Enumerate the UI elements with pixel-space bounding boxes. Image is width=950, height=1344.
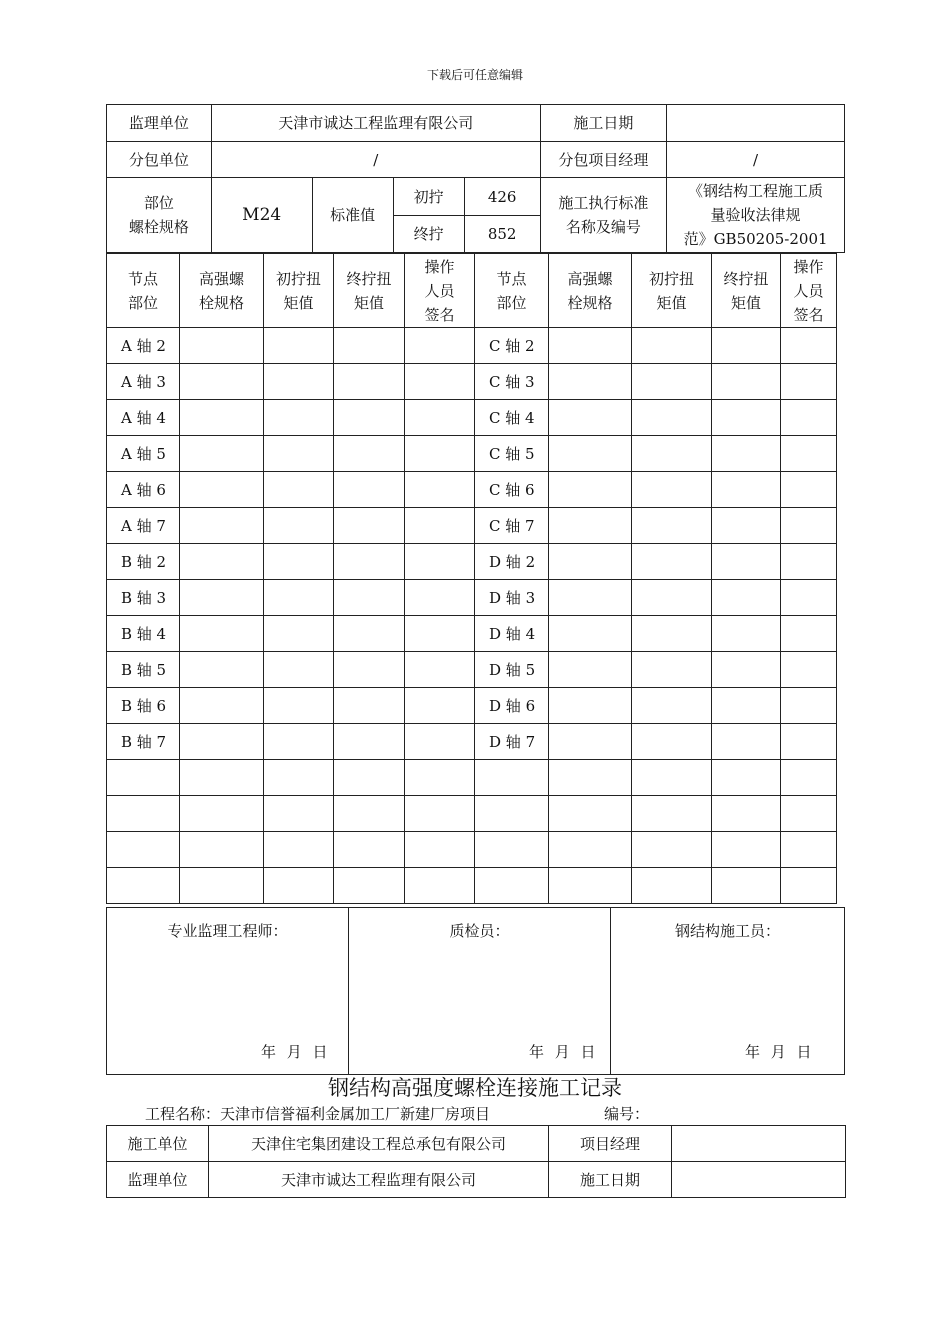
grid-cell bbox=[405, 796, 475, 832]
grid-cell bbox=[264, 832, 334, 868]
grid-cell bbox=[712, 868, 781, 904]
exec-standard-value bbox=[667, 178, 845, 253]
node-position-right bbox=[475, 832, 549, 868]
bottom-supervision-unit-label: 监理单位 bbox=[107, 1162, 209, 1198]
grid-cell bbox=[632, 436, 712, 472]
grid-cell bbox=[712, 832, 781, 868]
grid-cell bbox=[712, 724, 781, 760]
grid-cell bbox=[180, 436, 264, 472]
bolt-record-grid bbox=[106, 253, 837, 904]
node-position-left bbox=[107, 868, 180, 904]
table-row bbox=[107, 760, 837, 796]
grid-cell bbox=[405, 544, 475, 580]
grid-cell bbox=[264, 400, 334, 436]
table-row bbox=[107, 616, 837, 652]
inspector-signature-cell bbox=[349, 908, 611, 1074]
grid-cell bbox=[334, 796, 405, 832]
grid-cell bbox=[632, 364, 712, 400]
node-header-right: 节点 部位 bbox=[475, 254, 549, 328]
construction-unit-value: 天津住宅集团建设工程总承包有限公司 bbox=[209, 1126, 549, 1162]
grid-header-row bbox=[107, 254, 837, 328]
subcontract-manager-value: / bbox=[667, 142, 845, 178]
node-position-left: B 轴 2 bbox=[107, 544, 180, 580]
grid-cell bbox=[549, 328, 632, 364]
grid-cell bbox=[180, 616, 264, 652]
node-position-right: C 轴 6 bbox=[475, 472, 549, 508]
grid-cell bbox=[264, 328, 334, 364]
position-bolt-spec-label bbox=[107, 178, 212, 253]
grid-cell bbox=[180, 688, 264, 724]
node-position-right bbox=[475, 868, 549, 904]
grid-cell bbox=[180, 760, 264, 796]
grid-cell bbox=[781, 472, 837, 508]
grid-cell bbox=[264, 364, 334, 400]
node-position-left: B 轴 6 bbox=[107, 688, 180, 724]
node-position-right: C 轴 3 bbox=[475, 364, 549, 400]
initial-torque-header-left: 初拧扭 矩值 bbox=[264, 254, 334, 328]
node-position-left: B 轴 7 bbox=[107, 724, 180, 760]
document-title: 钢结构高强度螺栓连接施工记录 bbox=[328, 1076, 622, 1100]
grid-cell bbox=[180, 328, 264, 364]
grid-cell bbox=[549, 688, 632, 724]
grid-cell bbox=[180, 724, 264, 760]
bolt-spec-header-right: 高强螺 栓规格 bbox=[549, 254, 632, 328]
table-row bbox=[107, 868, 837, 904]
grid-cell bbox=[632, 328, 712, 364]
table-row bbox=[107, 400, 837, 436]
grid-cell bbox=[334, 868, 405, 904]
position-label: 部位 bbox=[143, 194, 174, 212]
grid-cell bbox=[180, 652, 264, 688]
grid-cell bbox=[264, 724, 334, 760]
grid-cell bbox=[405, 580, 475, 616]
node-position-left: A 轴 3 bbox=[107, 364, 180, 400]
grid-cell bbox=[781, 724, 837, 760]
grid-cell bbox=[549, 868, 632, 904]
node-position-left: A 轴 4 bbox=[107, 400, 180, 436]
grid-cell bbox=[334, 580, 405, 616]
grid-cell bbox=[549, 436, 632, 472]
grid-cell bbox=[781, 832, 837, 868]
grid-cell bbox=[405, 328, 475, 364]
grid-cell bbox=[712, 472, 781, 508]
grid-cell bbox=[549, 652, 632, 688]
steel-worker-signature-label: 钢结构施工员： bbox=[674, 922, 780, 940]
engineer-signature-cell bbox=[107, 908, 349, 1074]
final-tighten-value: 852 bbox=[464, 216, 540, 253]
bottom-supervision-unit-value: 天津市诚达工程监理有限公司 bbox=[209, 1162, 549, 1198]
grid-cell bbox=[405, 400, 475, 436]
grid-cell bbox=[781, 868, 837, 904]
grid-cell bbox=[180, 472, 264, 508]
grid-cell bbox=[264, 652, 334, 688]
grid-cell bbox=[781, 616, 837, 652]
grid-cell bbox=[180, 508, 264, 544]
initial-torque-header-right: 初拧扭 矩值 bbox=[632, 254, 712, 328]
grid-cell bbox=[712, 760, 781, 796]
initial-tighten-label: 初拧 bbox=[393, 178, 464, 216]
grid-cell bbox=[632, 544, 712, 580]
node-position-right: C 轴 4 bbox=[475, 400, 549, 436]
grid-cell bbox=[334, 508, 405, 544]
final-torque-header-left: 终拧扭 矩值 bbox=[334, 254, 405, 328]
grid-cell bbox=[549, 508, 632, 544]
grid-cell bbox=[264, 616, 334, 652]
grid-cell bbox=[712, 652, 781, 688]
grid-cell bbox=[712, 544, 781, 580]
exec-standard-label-line1: 施工执行标准 bbox=[558, 194, 649, 212]
grid-cell bbox=[549, 400, 632, 436]
project-manager-label: 项目经理 bbox=[549, 1126, 672, 1162]
grid-cell bbox=[712, 364, 781, 400]
node-position-right: C 轴 5 bbox=[475, 436, 549, 472]
grid-cell bbox=[712, 616, 781, 652]
grid-cell bbox=[264, 508, 334, 544]
grid-cell bbox=[632, 688, 712, 724]
node-position-left: A 轴 6 bbox=[107, 472, 180, 508]
grid-cell bbox=[405, 832, 475, 868]
grid-cell bbox=[712, 796, 781, 832]
grid-cell bbox=[549, 580, 632, 616]
grid-cell bbox=[334, 616, 405, 652]
grid-cell bbox=[405, 472, 475, 508]
node-position-right: C 轴 7 bbox=[475, 508, 549, 544]
node-position-right: D 轴 5 bbox=[475, 652, 549, 688]
node-position-left: B 轴 3 bbox=[107, 580, 180, 616]
node-position-left bbox=[107, 796, 180, 832]
construction-unit-label: 施工单位 bbox=[107, 1126, 209, 1162]
node-position-left: A 轴 7 bbox=[107, 508, 180, 544]
grid-cell bbox=[712, 508, 781, 544]
table-row bbox=[107, 508, 837, 544]
grid-cell bbox=[632, 400, 712, 436]
grid-cell bbox=[264, 796, 334, 832]
exec-standard-label-line2: 名称及编号 bbox=[565, 218, 641, 236]
header-note: 下载后可任意编辑 bbox=[426, 68, 523, 82]
grid-cell bbox=[264, 472, 334, 508]
grid-cell bbox=[334, 724, 405, 760]
grid-cell bbox=[781, 544, 837, 580]
grid-cell bbox=[549, 616, 632, 652]
node-position-left: B 轴 4 bbox=[107, 616, 180, 652]
grid-cell bbox=[781, 508, 837, 544]
grid-cell bbox=[334, 400, 405, 436]
grid-cell bbox=[632, 616, 712, 652]
table-row bbox=[107, 328, 837, 364]
grid-cell bbox=[264, 544, 334, 580]
project-name: 工程名称：天津市信誉福利金属加工厂新建厂房项目 bbox=[145, 1105, 491, 1123]
construction-date-label: 施工日期 bbox=[540, 105, 666, 142]
node-position-right bbox=[475, 760, 549, 796]
grid-cell bbox=[405, 616, 475, 652]
grid-cell bbox=[712, 400, 781, 436]
grid-cell bbox=[405, 868, 475, 904]
grid-cell bbox=[781, 400, 837, 436]
grid-cell bbox=[405, 760, 475, 796]
supervision-unit-label: 监理单位 bbox=[107, 105, 212, 142]
subcontractor-label: 分包单位 bbox=[107, 142, 212, 178]
supervision-unit-value: 天津市诚达工程监理有限公司 bbox=[211, 105, 540, 142]
grid-cell bbox=[334, 832, 405, 868]
node-position-right: D 轴 6 bbox=[475, 688, 549, 724]
grid-cell bbox=[781, 436, 837, 472]
table-row bbox=[107, 544, 837, 580]
grid-cell bbox=[334, 652, 405, 688]
final-torque-header-right: 终拧扭 矩值 bbox=[712, 254, 781, 328]
grid-cell bbox=[632, 760, 712, 796]
grid-cell bbox=[781, 688, 837, 724]
grid-cell bbox=[781, 796, 837, 832]
steel-worker-signature-date: 年 月 日 bbox=[745, 1043, 812, 1061]
grid-cell bbox=[334, 436, 405, 472]
engineer-signature-date: 年 月 日 bbox=[261, 1043, 328, 1061]
grid-cell bbox=[180, 796, 264, 832]
subcontractor-value: / bbox=[211, 142, 540, 178]
node-position-right: D 轴 7 bbox=[475, 724, 549, 760]
node-position-left: A 轴 2 bbox=[107, 328, 180, 364]
node-header-left: 节点 部位 bbox=[107, 254, 180, 328]
grid-cell bbox=[632, 832, 712, 868]
grid-cell bbox=[334, 760, 405, 796]
table-row bbox=[107, 436, 837, 472]
exec-standard-line1: 《钢结构工程施工质 bbox=[688, 182, 824, 200]
node-position-right bbox=[475, 796, 549, 832]
grid-cell bbox=[334, 328, 405, 364]
grid-cell bbox=[180, 400, 264, 436]
standard-value-label: 标准值 bbox=[312, 178, 393, 253]
grid-cell bbox=[712, 328, 781, 364]
operator-header-right: 操作 人员 签名 bbox=[781, 254, 837, 328]
node-position-right: D 轴 3 bbox=[475, 580, 549, 616]
grid-cell bbox=[549, 364, 632, 400]
grid-cell bbox=[549, 472, 632, 508]
table-row bbox=[107, 652, 837, 688]
project-manager-value bbox=[672, 1126, 846, 1162]
final-tighten-label: 终拧 bbox=[393, 216, 464, 253]
grid-cell bbox=[632, 508, 712, 544]
exec-standard-line3: 范》GB50205-2001 bbox=[683, 230, 828, 248]
subcontract-manager-label: 分包项目经理 bbox=[540, 142, 666, 178]
table-row bbox=[107, 472, 837, 508]
info-table bbox=[106, 104, 845, 253]
node-position-left: A 轴 5 bbox=[107, 436, 180, 472]
grid-cell bbox=[632, 868, 712, 904]
grid-cell bbox=[405, 652, 475, 688]
grid-cell bbox=[632, 796, 712, 832]
grid-cell bbox=[264, 868, 334, 904]
grid-cell bbox=[405, 724, 475, 760]
grid-cell bbox=[180, 544, 264, 580]
construction-date-value bbox=[667, 105, 845, 142]
node-position-right: D 轴 4 bbox=[475, 616, 549, 652]
grid-cell bbox=[180, 832, 264, 868]
grid-cell bbox=[180, 364, 264, 400]
table-row bbox=[107, 832, 837, 868]
steel-worker-signature-cell bbox=[611, 908, 844, 1074]
bottom-info-table bbox=[106, 1125, 846, 1198]
grid-cell bbox=[334, 544, 405, 580]
grid-cell bbox=[264, 760, 334, 796]
engineer-signature-label: 专业监理工程师： bbox=[167, 922, 288, 940]
inspector-signature-date: 年 月 日 bbox=[529, 1043, 596, 1061]
grid-cell bbox=[264, 436, 334, 472]
grid-cell bbox=[712, 436, 781, 472]
table-row bbox=[107, 364, 837, 400]
grid-cell bbox=[334, 472, 405, 508]
grid-cell bbox=[781, 760, 837, 796]
grid-cell bbox=[405, 508, 475, 544]
signature-block bbox=[106, 907, 845, 1075]
inspector-signature-label: 质检员： bbox=[449, 922, 510, 940]
grid-cell bbox=[712, 688, 781, 724]
operator-header-left: 操作 人员 签名 bbox=[405, 254, 475, 328]
grid-cell bbox=[781, 328, 837, 364]
grid-cell bbox=[334, 688, 405, 724]
exec-standard-label bbox=[540, 178, 666, 253]
table-row bbox=[107, 796, 837, 832]
exec-standard-line2: 量验收法律规 bbox=[710, 206, 801, 224]
grid-cell bbox=[549, 544, 632, 580]
node-position-right: D 轴 2 bbox=[475, 544, 549, 580]
grid-cell bbox=[264, 580, 334, 616]
grid-cell bbox=[632, 652, 712, 688]
document-number-label: 编号： bbox=[604, 1105, 650, 1123]
grid-cell bbox=[549, 760, 632, 796]
table-row bbox=[107, 688, 837, 724]
grid-cell bbox=[264, 688, 334, 724]
grid-cell bbox=[405, 364, 475, 400]
grid-cell bbox=[781, 364, 837, 400]
grid-cell bbox=[549, 796, 632, 832]
grid-cell bbox=[549, 724, 632, 760]
grid-cell bbox=[180, 580, 264, 616]
grid-cell bbox=[180, 868, 264, 904]
bolt-spec-value: M24 bbox=[211, 178, 312, 253]
grid-cell bbox=[405, 436, 475, 472]
grid-cell bbox=[712, 580, 781, 616]
grid-cell bbox=[781, 580, 837, 616]
bolt-spec-label: 螺栓规格 bbox=[128, 218, 189, 236]
grid-cell bbox=[549, 832, 632, 868]
node-position-right: C 轴 2 bbox=[475, 328, 549, 364]
bottom-construction-date-label: 施工日期 bbox=[549, 1162, 672, 1198]
grid-cell bbox=[405, 688, 475, 724]
grid-cell bbox=[334, 364, 405, 400]
node-position-left: B 轴 5 bbox=[107, 652, 180, 688]
node-position-left bbox=[107, 832, 180, 868]
node-position-left bbox=[107, 760, 180, 796]
bolt-spec-header-left: 高强螺 栓规格 bbox=[180, 254, 264, 328]
grid-cell bbox=[632, 724, 712, 760]
initial-tighten-value: 426 bbox=[464, 178, 540, 216]
table-row bbox=[107, 580, 837, 616]
grid-cell bbox=[632, 580, 712, 616]
grid-cell bbox=[632, 472, 712, 508]
bottom-construction-date-value bbox=[672, 1162, 846, 1198]
grid-cell bbox=[781, 652, 837, 688]
table-row bbox=[107, 724, 837, 760]
